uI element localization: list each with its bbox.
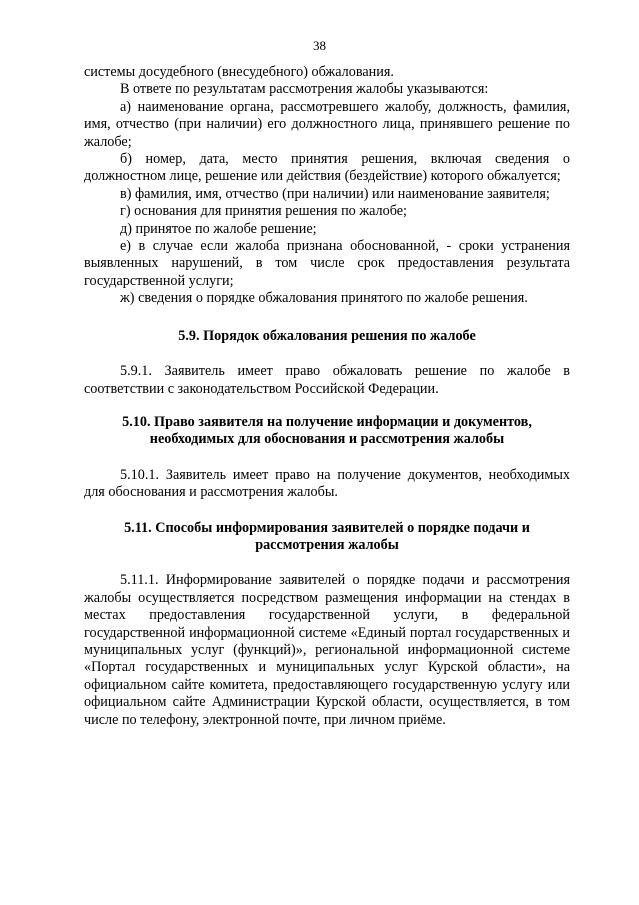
list-item-g: г) основания для принятия решения по жалобе; (120, 203, 407, 220)
paragraph-continuation: системы досудебного (внесудебного) обжалования. (84, 64, 394, 80)
section-heading-5-9: 5.9. Порядок обжалования решения по жалобе (178, 327, 476, 344)
document-body (84, 64, 570, 729)
list-item-b: б) номер, дата, место принятия решения, включая сведения о должностном лице, решение или действия (бездействие) которого обжалуется; (84, 151, 570, 185)
list-item-zh: ж) сведения о порядке обжалования принятого по жалобе решения. (120, 290, 528, 307)
list-item-e: е) в случае если жалоба признана обоснованной, - сроки устранения выявленных нарушений, в том числе срок предоставления результата государственной услуги; (84, 238, 570, 289)
page-number: 38 (313, 38, 326, 53)
paragraph-response-intro: В ответе по результатам рассмотрения жалобы указываются: (120, 81, 489, 98)
paragraph-5-11-1: 5.11.1. Информирование заявителей о порядке подачи и рассмотрения жалобы осуществляется посредством размещения информации на стендах в местах предоставления государственной услуги, в федеральной государственной информационной системе «Единый портал государственных и муниципальных услуг (функций)», региональной информационной системе «Портал государственных и муниципальных услуг Курской области», на официальном сайте комитета, предоставляющего государственную услугу или официальном сайте Администрации Курской области, осуществляется, в том числе по телефону, электронной почте, при личном приёме. (84, 572, 570, 728)
list-item-a: а) наименование органа, рассмотревшего жалобу, должность, фамилия, имя, отчество (при наличии) его должностного лица, принявшего решение по жалобе; (84, 98, 570, 150)
list-item-d: д) принятое по жалобе решение; (120, 220, 317, 237)
section-heading-5-10: 5.10. Право заявителя на получение информации и документов, необходимых для обоснования и рассмотрения жалобы (122, 413, 532, 448)
paragraph-5-10-1: 5.10.1. Заявитель имеет право на получение документов, необходимых для обоснования и рассмотрения жалобы. (84, 466, 570, 501)
list-item-v: в) фамилия, имя, отчество (при наличии) или наименование заявителя; (120, 185, 550, 202)
paragraph-5-9-1: 5.9.1. Заявитель имеет право обжаловать решение по жалобе в соответствии с законодательством Российской Федерации. (84, 363, 570, 397)
section-heading-5-11: 5.11. Способы информирования заявителей о порядке подачи и рассмотрения жалобы (124, 519, 530, 553)
